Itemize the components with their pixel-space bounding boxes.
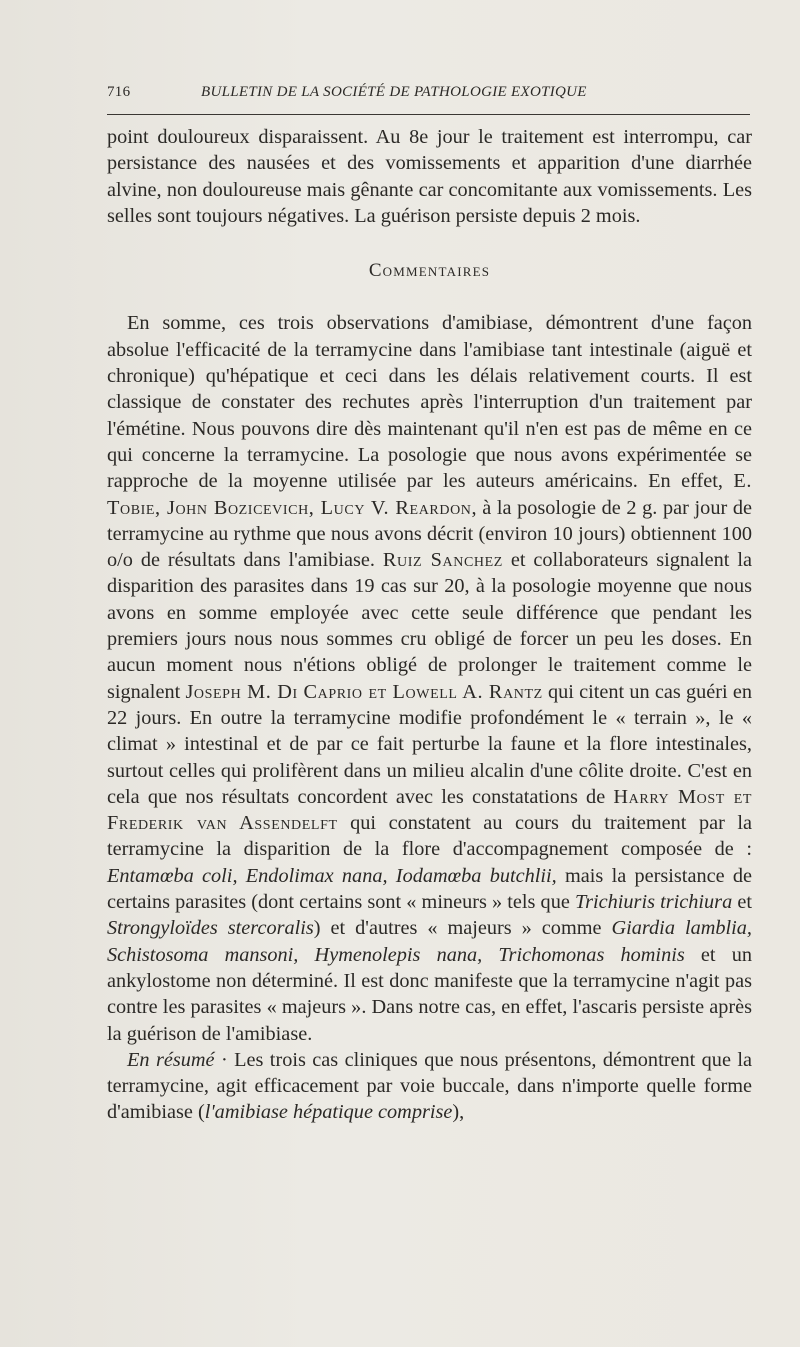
- text-run: , à la posologie de 2 g. par jour de terramycine au rythme que nous avons décrit (environ 10 jours) obtiennent 100 o/o de résultats dans l'amibiase.: [107, 496, 752, 572]
- author-names: Harry Most et Frederik van Assendelft: [107, 785, 753, 835]
- text-run: qui citent un cas guéri en 22 jours. En outre la terramycine modifie profondément le « terrain », le « climat » intestinal et de par ce fait perturbe la faune et la flore intestinales, surtout celles qui prolifèrent dans un milieu alcalin d'une côlite droite. C'est en cela que nos résultats concordent avec les constatations de: [107, 680, 752, 808]
- text-run: et collaborateurs signalent la disparition des parasites dans 19 cas sur 20, à la posologie moyenne que nous avons en somme employée avec cette seule différence que pendant les premiers jours nous nous sommes cru obligé de forcer un peu les doses. En aucun moment nous n'étions obligé de prolonger le traitement comme le signalent: [107, 549, 752, 703]
- author-names: Joseph M. Di Caprio et Lowell A. Rantz: [185, 680, 543, 703]
- author-names: E. Tobie, John Bozicevich, Lucy V. Reardon: [107, 470, 752, 519]
- text-run: ),: [452, 1101, 465, 1124]
- continuation-paragraph: point douloureux disparaissent. Au 8e jour le traitement est interrompu, car persistance des nausées et des vomissements et apparition d'une diarrhée alvine, non douloureuse mais gênante car concomitante aux vomissements. Les selles sont toujours négatives. La guérison persiste depuis 2 mois.: [107, 126, 752, 227]
- species-names: Strongyloïdes stercoralis: [107, 917, 314, 940]
- article-body: [107, 124, 752, 1126]
- text-run: qui constatent au cours du traitement par la terramycine la disparition de la flore d'accompagnement composée de :: [107, 812, 752, 861]
- header-rule: [107, 114, 750, 115]
- species-names: Trichiuris trichiura: [574, 891, 733, 914]
- journal-title: BULLETIN DE LA SOCIÉTÉ DE PATHOLOGIE EXOTIQUE: [201, 84, 587, 100]
- emphasis-text: l'amibiase hépatique comprise: [204, 1101, 453, 1124]
- section-heading: Commentaires: [368, 260, 491, 282]
- commentary-paragraph: [107, 310, 752, 1046]
- page-number: 716: [107, 84, 131, 100]
- summary-paragraph: [107, 1047, 752, 1126]
- text-run: ) et d'autres « majeurs » comme: [313, 917, 612, 940]
- author-names: Ruiz Sanchez: [382, 549, 503, 572]
- running-header: [107, 84, 747, 108]
- text-run: et un ankylostome non déterminé. Il est donc manifeste que la terramycine n'agit pas contre les parasites « majeurs ». Dans notre cas, en effet, l'ascaris persiste après la guérison de l'amibiase.: [107, 943, 752, 1045]
- text-run: En somme, ces trois observations d'amibiase, démontrent d'une façon absolue l'efficacité de la terramycine dans l'amibiase tant intestinale (aiguë et chronique) qu'hépatique et ceci dans les délais relativement courts. Il est classique de constater des rechutes après l'interruption d'un traitement par l'émétine. Nous pouvons dire dès maintenant qu'il n'en est pas de même en ce qui concerne la terramycine. La posologie que nous avons expérimentée se rapproche de la moyenne utilisée par les auteurs américains. En effet,: [107, 312, 752, 493]
- summary-lead: En résumé: [127, 1048, 215, 1071]
- species-names: Giardia lamblia, Schistosoma mansoni, Hymenolepis nana, Trichomonas hominis: [107, 917, 752, 966]
- species-names: Entamœba coli, Endolimax nana, Iodamœba butchlii,: [107, 864, 557, 887]
- text-run: et: [732, 891, 752, 914]
- text-run: · Les trois cas cliniques que nous présentons, démontrent que la terramycine, agit efficacement par voie buccale, dans n'importe quelle forme d'amibiase (: [107, 1048, 752, 1124]
- text-run: mais la persistance de certains parasites (dont certains sont « mineurs » tels que: [107, 864, 752, 914]
